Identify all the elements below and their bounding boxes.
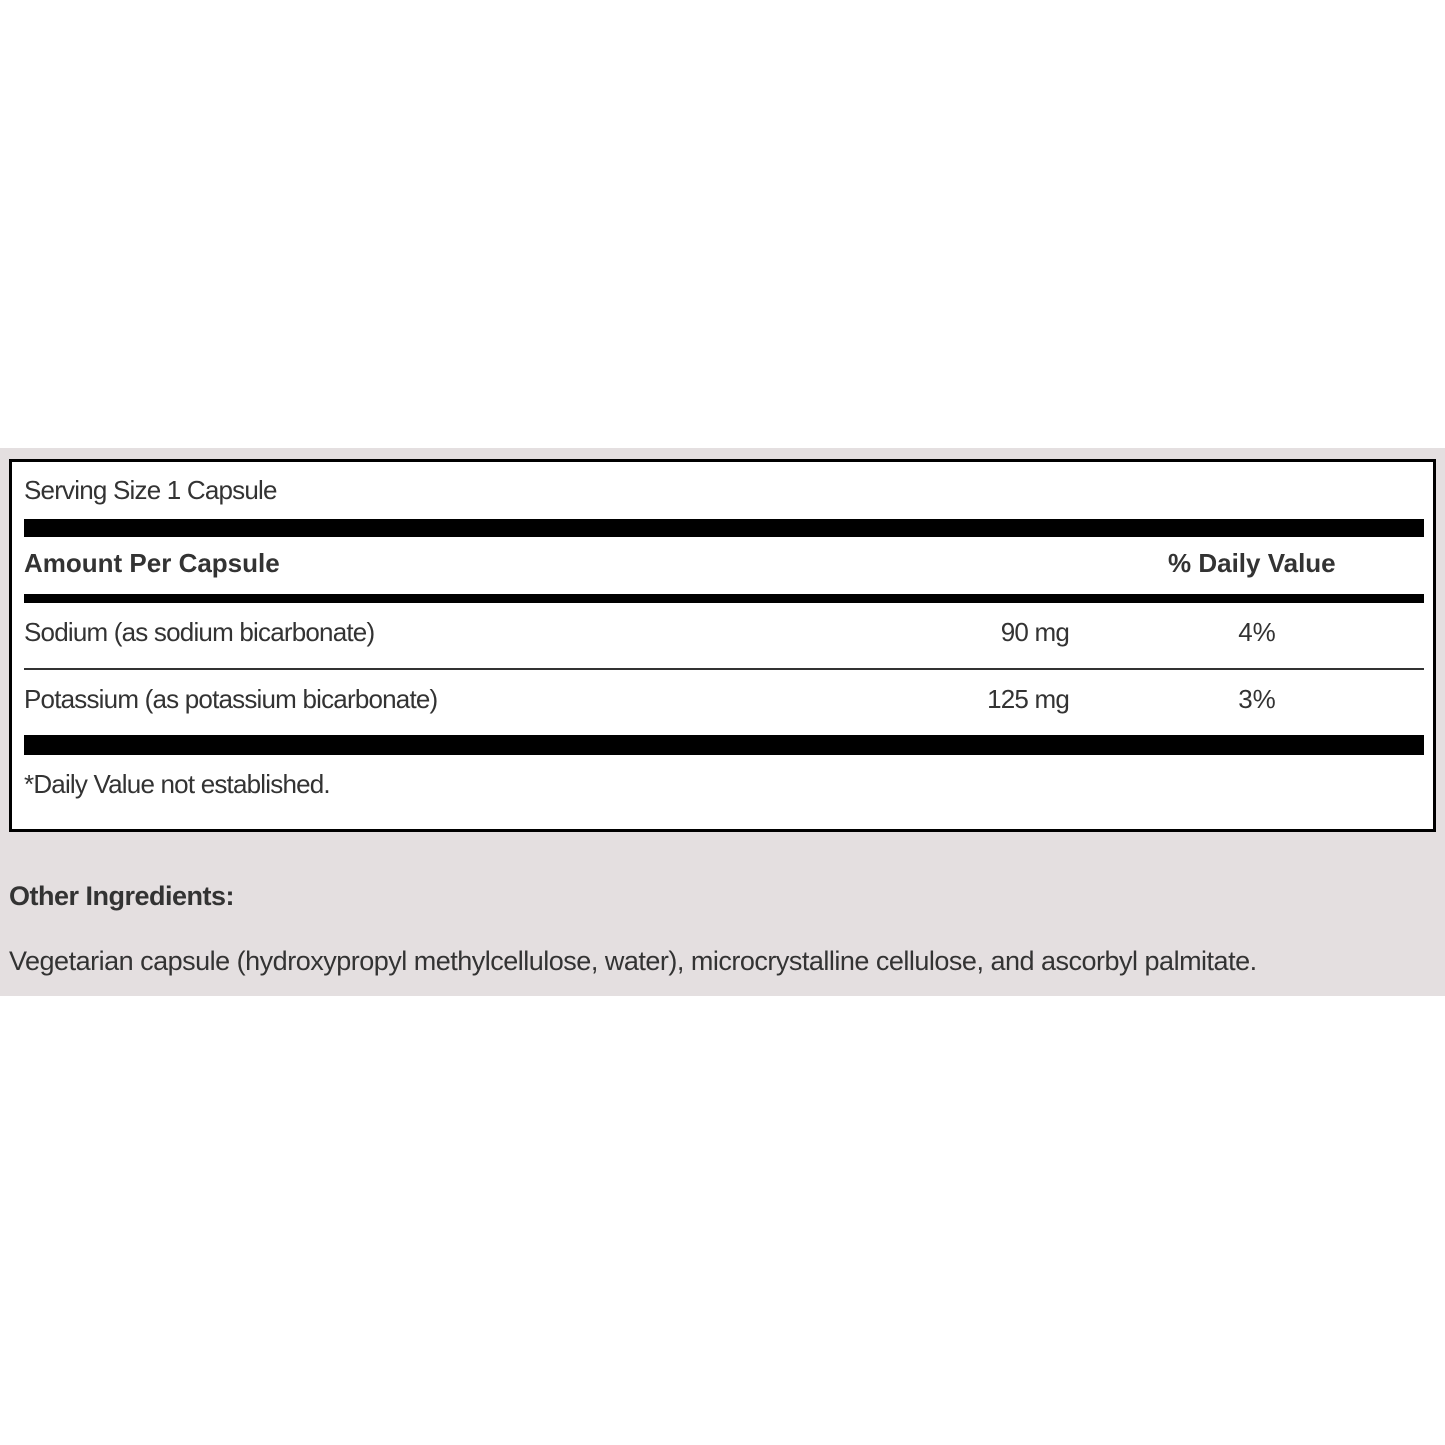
medium-divider xyxy=(24,594,1424,603)
nutrient-amount-potassium: 125 mg xyxy=(987,684,1069,714)
nutrient-daily-value-sodium: 4% xyxy=(1238,617,1276,647)
other-ingredients-text: Vegetarian capsule (hydroxypropyl methylcellulose, water), microcrystalline cellulose, and ascorbyl palmitate. xyxy=(9,946,1257,976)
amount-per-capsule-header: Amount Per Capsule xyxy=(24,548,280,578)
daily-value-header: % Daily Value xyxy=(1168,548,1336,578)
thick-divider xyxy=(24,519,1424,537)
nutrient-name-sodium: Sodium (as sodium bicarbonate) xyxy=(24,617,375,647)
nutrient-daily-value-potassium: 3% xyxy=(1238,684,1276,714)
nutrient-name-potassium: Potassium (as potassium bicarbonate) xyxy=(24,684,438,714)
thick-divider-bottom xyxy=(24,735,1424,755)
row-divider xyxy=(24,668,1424,670)
nutrient-amount-sodium: 90 mg xyxy=(1000,617,1069,647)
supplement-facts-box xyxy=(9,459,1436,832)
other-ingredients-title: Other Ingredients: xyxy=(9,881,235,911)
serving-size: Serving Size 1 Capsule xyxy=(24,475,277,505)
daily-value-footnote: *Daily Value not established. xyxy=(24,769,330,799)
